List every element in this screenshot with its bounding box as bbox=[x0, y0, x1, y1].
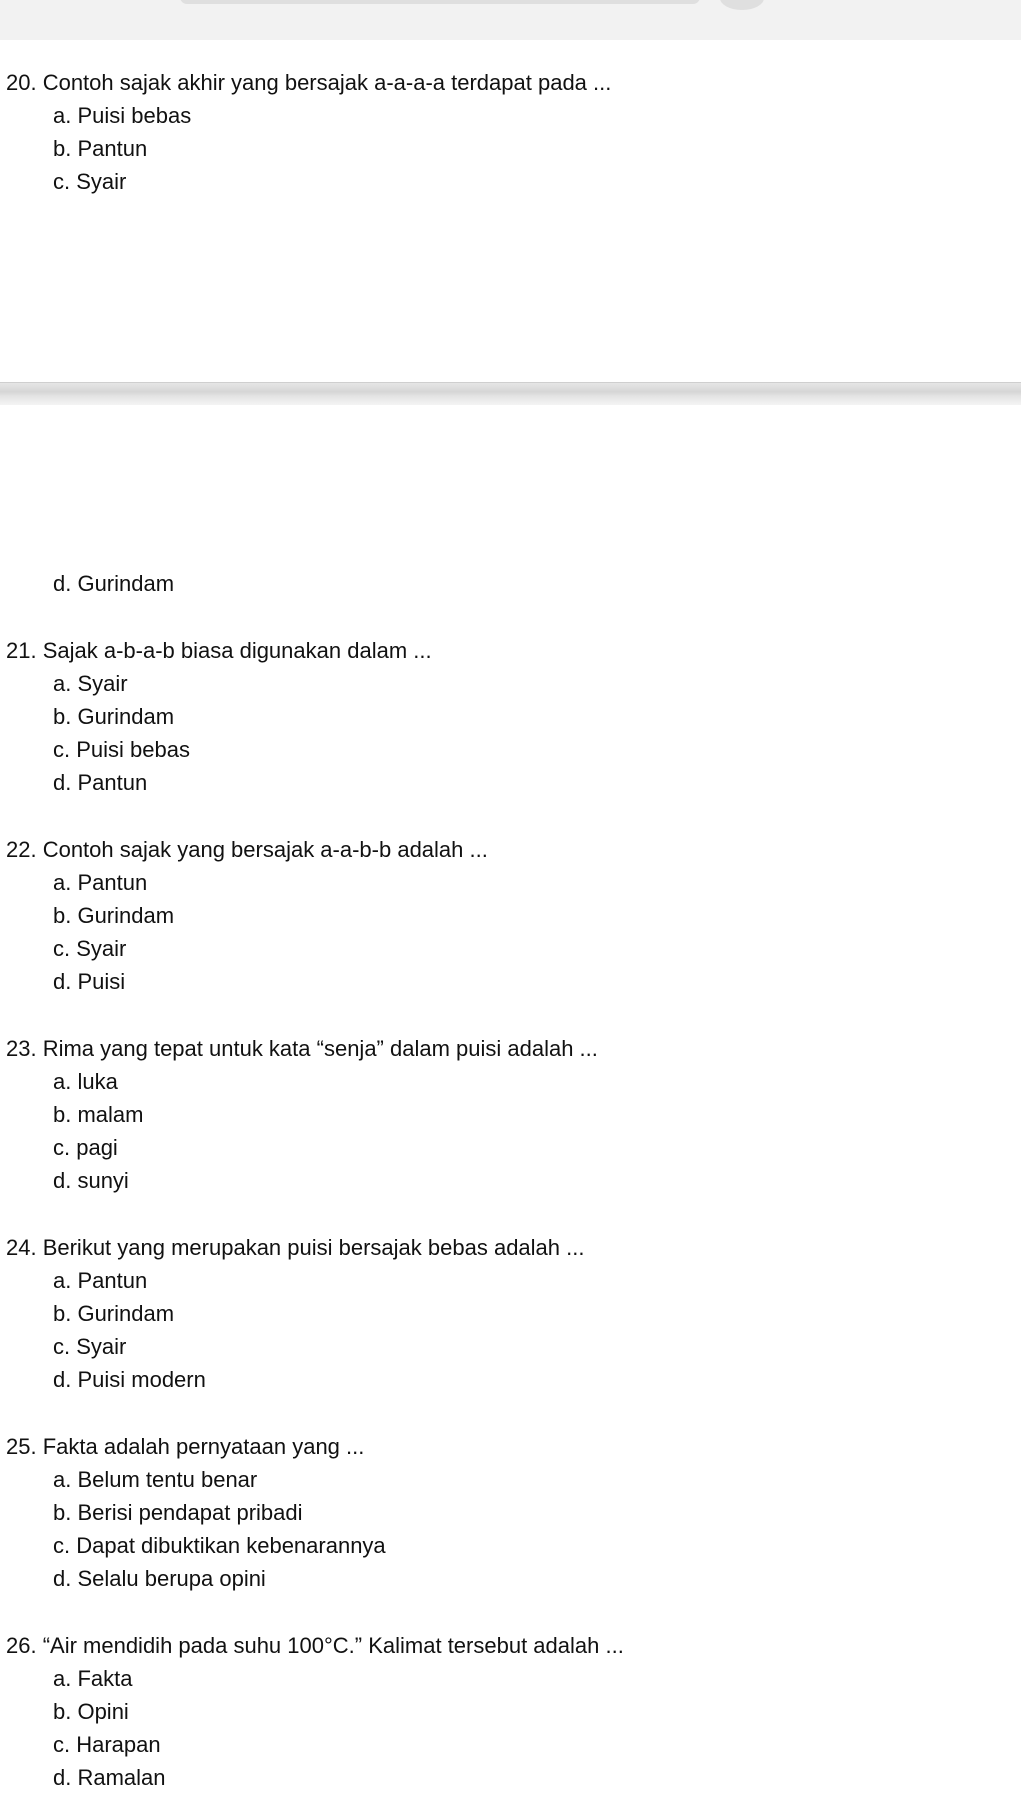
question-22-option-a: a. Pantun bbox=[53, 870, 148, 895]
page-break-divider bbox=[0, 382, 1021, 406]
question-24-option-d: d. Puisi modern bbox=[53, 1367, 206, 1392]
question-22-option-b: b. Gurindam bbox=[53, 903, 175, 928]
question-25-option-b: b. Berisi pendapat pribadi bbox=[53, 1500, 303, 1525]
question-22-option-d: d. Puisi bbox=[53, 969, 126, 994]
top-page-strip bbox=[0, 0, 1021, 41]
question-23: 23. Rima yang tepat untuk kata “senja” dalam puisi adalah ... bbox=[6, 1036, 598, 1061]
previous-page-mark bbox=[720, 0, 764, 10]
question-23-option-c: c. pagi bbox=[53, 1135, 118, 1160]
question-23-option-d: d. sunyi bbox=[53, 1168, 129, 1193]
question-26-option-a: a. Fakta bbox=[53, 1666, 133, 1691]
previous-page-text-fragment bbox=[180, 0, 700, 4]
question-24-option-c: c. Syair bbox=[53, 1334, 127, 1359]
question-24-option-b: b. Gurindam bbox=[53, 1301, 175, 1326]
question-25-option-d: d. Selalu berupa opini bbox=[53, 1566, 266, 1591]
question-20-option-a: a. Puisi bebas bbox=[53, 103, 192, 128]
question-21-option-a: a. Syair bbox=[53, 671, 128, 696]
question-25-option-c: c. Dapat dibuktikan kebenarannya bbox=[53, 1533, 386, 1558]
question-21: 21. Sajak a-b-a-b biasa digunakan dalam ... bbox=[6, 638, 432, 663]
question-20-option-c: c. Syair bbox=[53, 169, 127, 194]
question-26-option-c: c. Harapan bbox=[53, 1732, 161, 1757]
question-26-option-b: b. Opini bbox=[53, 1699, 129, 1724]
question-25: 25. Fakta adalah pernyataan yang ... bbox=[6, 1434, 365, 1459]
question-22-option-c: c. Syair bbox=[53, 936, 127, 961]
question-21-option-d: d. Pantun bbox=[53, 770, 148, 795]
question-20-option-d: d. Gurindam bbox=[53, 571, 175, 596]
question-24: 24. Berikut yang merupakan puisi bersajak bebas adalah ... bbox=[6, 1235, 585, 1260]
question-26-option-d: d. Ramalan bbox=[53, 1765, 166, 1790]
document-page-2 bbox=[0, 405, 1021, 1809]
question-20: 20. Contoh sajak akhir yang bersajak a-a-a-a terdapat pada ... bbox=[6, 70, 612, 95]
question-23-option-b: b. malam bbox=[53, 1102, 144, 1127]
question-25-option-a: a. Belum tentu benar bbox=[53, 1467, 258, 1492]
question-20-option-b: b. Pantun bbox=[53, 136, 148, 161]
question-24-option-a: a. Pantun bbox=[53, 1268, 148, 1293]
question-26: 26. “Air mendidih pada suhu 100°C.” Kalimat tersebut adalah ... bbox=[6, 1633, 624, 1658]
question-21-option-c: c. Puisi bebas bbox=[53, 737, 190, 762]
question-22: 22. Contoh sajak yang bersajak a-a-b-b adalah ... bbox=[6, 837, 488, 862]
question-23-option-a: a. luka bbox=[53, 1069, 118, 1094]
question-21-option-b: b. Gurindam bbox=[53, 704, 175, 729]
